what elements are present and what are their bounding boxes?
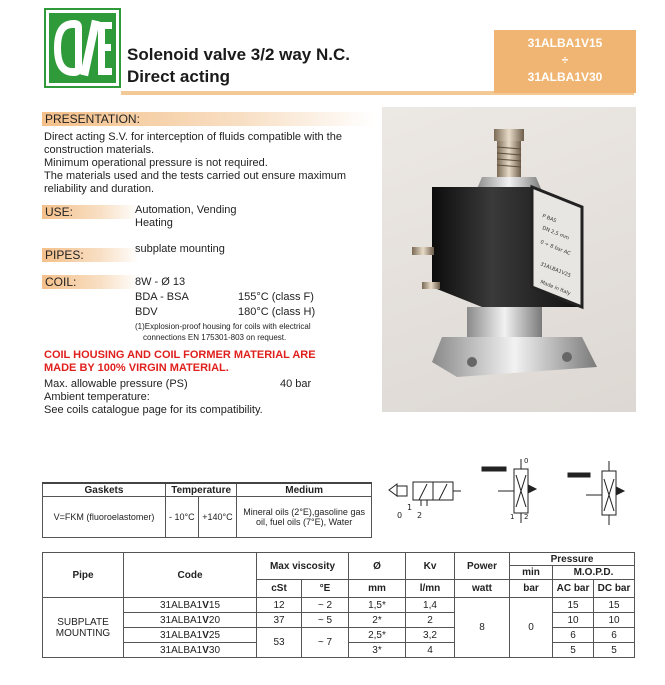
symbol-port-2: 2 [417,511,423,520]
diameter-cell: 3* [349,643,406,658]
kv-cell: 2 [406,613,455,628]
code-cell [124,613,257,628]
gasket-value: V=FKM (fluoroelastomer) [43,497,166,538]
temp-max: +140°C [198,497,237,538]
presentation-line: Minimum operational pressure is not required. [44,157,268,169]
code-prefix: 31ALBA1 [159,644,203,656]
coil-bdv-temp: 180°C (class H) [238,306,316,318]
coil-note-line: (1)Explosion-proof housing for coils with electrical [135,322,311,331]
pipe-header: Pipe [43,553,124,598]
bar-unit: bar [510,580,553,598]
medium-value: Mineral oils (2°E),gasoline gas oil, fuel oils (7°E), Water [237,497,372,538]
code-suffix: 20 [208,614,221,626]
pipes-value: subplate mounting [135,243,225,255]
ac-cell: 15 [553,598,594,613]
coils-catalogue-note: See coils catalogue page for its compatibility. [44,404,263,416]
photo-model: 31ALBA1V25 [539,261,572,279]
code-prefix: 31ALBA1 [159,614,203,626]
code-suffix: 30 [208,644,221,656]
code-prefix: 31ALBA1 [159,629,203,641]
dc-cell: 10 [594,613,635,628]
cst-cell: 53 [257,628,302,658]
code-v: V [202,599,209,611]
cst-unit: cSt [257,580,302,598]
use-line: Heating [135,217,173,229]
code-separator: ÷ [561,53,569,67]
cst-cell: 37 [257,613,302,628]
min-header: min [510,566,553,580]
diameter-cell: 2,5* [349,628,406,643]
watt-unit: watt [455,580,510,598]
code-cell [124,628,257,643]
title-line-1: Solenoid valve 3/2 way N.C. [127,45,350,64]
engler-cell: ~ 7 [302,628,349,658]
use-label: USE: [42,205,139,219]
coil-bdv-name: BDV [135,306,158,318]
coil-note [135,321,311,343]
table-row [43,598,635,613]
code-v: V [202,614,209,626]
page-title [127,44,350,88]
medium-header: Medium [237,483,372,497]
presentation-label: PRESENTATION: [42,112,375,126]
kv-header: Kv [406,553,455,580]
code-prefix: 31ALBA1 [159,599,203,611]
cst-cell: 12 [257,598,302,613]
ac-bar-unit: AC bar [553,580,594,598]
pipe-line: MOUNTING [55,627,111,639]
mopd-header: M.O.P.D. [553,566,635,580]
product-photo [382,107,636,412]
power-cell: 8 [455,598,510,658]
symbol-port-1: 1 [407,503,413,512]
diameter-cell: 1,5* [349,598,406,613]
kv-cell: 4 [406,643,455,658]
symbol2-port-0: 0 [524,457,529,465]
spec-table [42,552,635,658]
mm-unit: mm [349,580,406,598]
kv-cell: 3,2 [406,628,455,643]
code-v: V [202,644,209,656]
pipe-line: SUBPLATE [57,616,109,628]
use-values [135,204,237,230]
engler-cell: ~ 5 [302,613,349,628]
coil-power: 8W - Ø 13 [135,276,186,288]
ac-cell: 5 [553,643,594,658]
valve-symbol-1 [383,462,463,520]
max-pressure-value: 40 bar [280,378,312,390]
presentation-line: construction materials. [44,144,155,156]
code-suffix: 25 [208,629,221,641]
materials-table [42,482,372,538]
presentation-line: Direct acting S.V. for interception of fluids compatible with the [44,131,342,143]
presentation-line: The materials used and the tests carried out ensure maximum [44,170,347,182]
use-line: Automation, Vending [135,204,237,216]
power-header: Power [455,553,510,580]
temp-min: - 10°C [166,497,199,538]
coil-note-line: connections EN 175301-803 on request. [143,333,287,342]
valve-symbol-2 [478,455,548,527]
dc-cell: 15 [594,598,635,613]
ambient-label: Ambient temperature: [44,391,150,403]
engler-cell: ~ 2 [302,598,349,613]
code-cell [124,598,257,613]
diameter-cell: 2* [349,613,406,628]
code-from: 31ALBA1V15 [527,36,603,50]
max-pressure-label: Max. allowable pressure (PS) [44,378,188,390]
warning-line: COIL HOUSING AND COIL FORMER MATERIAL ARE [44,349,316,361]
lmn-unit: l/mn [406,580,455,598]
dc-cell: 6 [594,628,635,643]
code-suffix: 15 [208,599,221,611]
ac-cell: 10 [553,613,594,628]
presentation-line: reliability and duration. [44,183,155,195]
symbol2-port-1: 1 [510,513,515,521]
code-cell [124,643,257,658]
gaskets-header: Gaskets [43,483,166,497]
coil-bda-name: BDA - BSA [135,291,189,303]
valve-symbol-3 [564,455,636,527]
pressure-header: Pressure [510,553,635,566]
pipe-value [43,598,124,658]
code-v: V [202,629,209,641]
temperature-header: Temperature [166,483,237,497]
presentation-text [44,131,379,196]
engler-unit: °E [302,580,349,598]
material-warning [44,349,364,375]
warning-line: MADE BY 100% VIRGIN MATERIAL. [44,362,229,374]
code-range-box [494,30,636,93]
photo-dn: DN 2,5 mm [541,225,570,242]
code-to: 31ALBA1V30 [527,70,603,84]
coil-bda-temp: 155°C (class F) [238,291,314,303]
title-line-2: Direct acting [127,67,230,86]
symbol-port-0: 0 [397,511,403,520]
photo-bar: 0 ÷ 8 bar AC [539,239,572,257]
pipes-label: PIPES: [42,248,139,262]
photo-brand: P BAS [541,213,558,225]
symbol2-port-2: 2 [524,513,529,521]
viscosity-header: Max viscosity [257,553,349,580]
min-cell: 0 [510,598,553,658]
diameter-header: Ø [349,553,406,580]
ode-logo [44,8,121,88]
kv-cell: 1,4 [406,598,455,613]
photo-sub: Made in Italy [539,279,572,297]
dc-cell: 5 [594,643,635,658]
dc-bar-unit: DC bar [594,580,635,598]
ac-cell: 6 [553,628,594,643]
coil-label: COIL: [42,275,139,289]
code-header: Code [124,553,257,598]
